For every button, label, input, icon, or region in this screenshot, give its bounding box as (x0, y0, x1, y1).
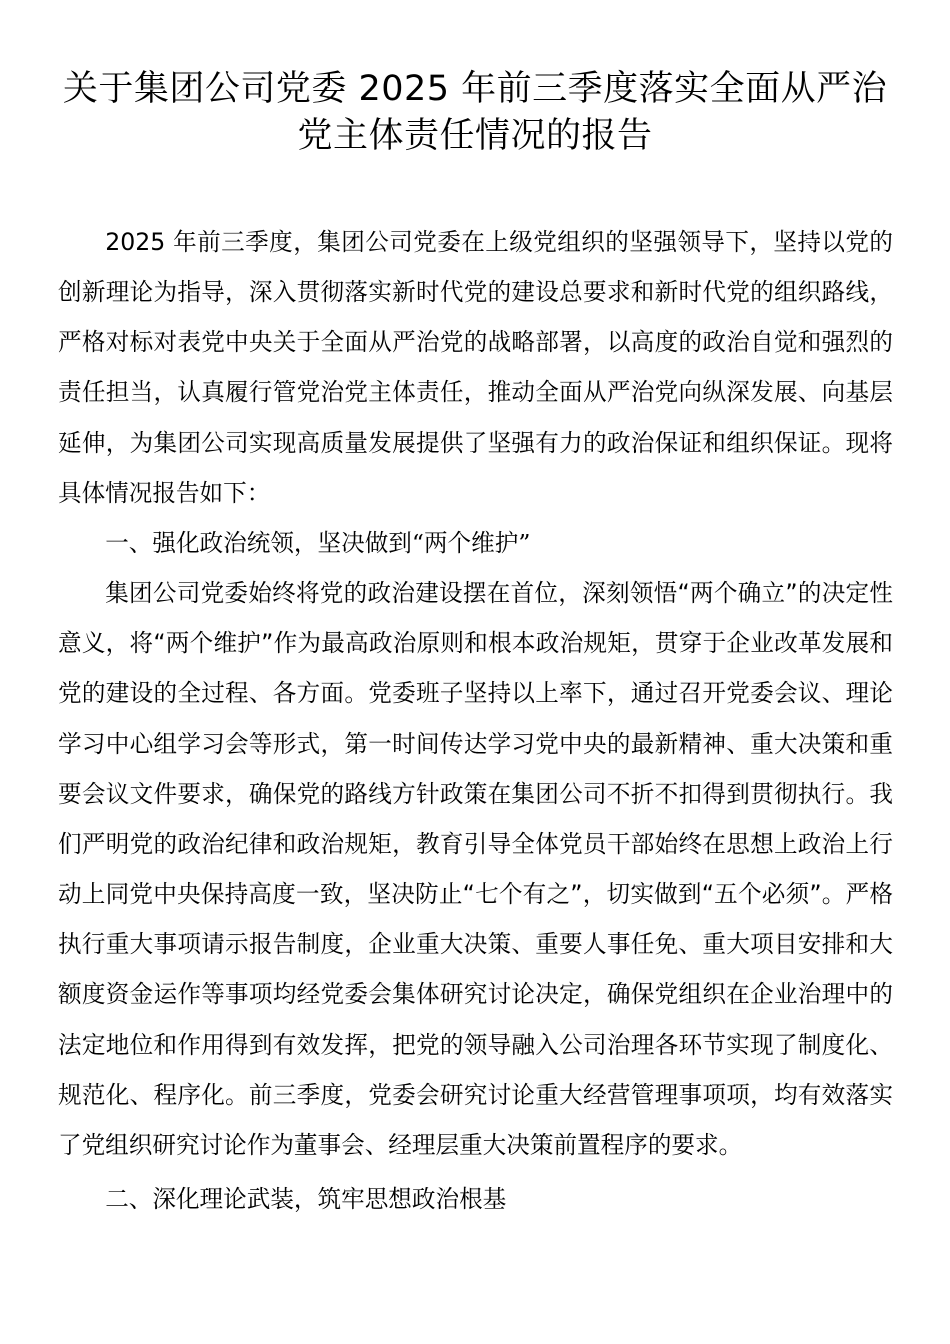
document-title: 关于集团公司党委 2025 年前三季度落实全面从严治党主体责任情况的报告 (62, 69, 888, 156)
intro-paragraph: 2025 年前三季度，集团公司党委在上级党组织的坚强领导下，坚持以党的创新理论为指导，深入贯彻落实新时代党的建设总要求和新时代党的组织路线，严格对标对表党中央关于全面从严治党的战略部署，以高度的政治自觉和强烈的责任担当，认真履行管党治党主体责任，推动全面从严治党向纵深发展、向基层延伸，为集团公司实现高质量发展提供了坚强有力的政治保证和组织保证。现将具体情况报告如下： (58, 228, 893, 507)
document-body (58, 217, 893, 1224)
section-heading-1: 一、强化政治统领，坚决做到“两个维护” (105, 528, 531, 557)
section-1-paragraph: 集团公司党委始终将党的政治建设摆在首位，深刻领悟“两个确立”的决定性意义，将“两个维护”作为最高政治原则和根本政治规矩，贯穿于企业改革发展和党的建设的全过程、各方面。党委班子坚持以上率下，通过召开党委会议、理论学习中心组学习会等形式，第一时间传达学习党中央的最新精神、重大决策和重要会议文件要求，确保党的路线方针政策在集团公司不折不扣得到贯彻执行。我们严明党的政治纪律和政治规矩，教育引导全体党员干部始终在思想上政治上行动上同党中央保持高度一致，坚决防止“七个有之”，切实做到“五个必须”。严格执行重大事项请示报告制度，企业重大决策、重要人事任免、重大项目安排和大额度资金运作等事项均经党委会集体研究讨论决定，确保党组织在企业治理中的法定地位和作用得到有效发挥，把党的领导融入公司治理各环节实现了制度化、规范化、程序化。前三季度，党委会研究讨论重大经营管理事项项，均有效落实了党组织研究讨论作为董事会、经理层重大决策前置程序的要求。 (58, 579, 893, 1159)
section-heading-2: 二、深化理论武装，筑牢思想政治根基 (105, 1184, 507, 1213)
